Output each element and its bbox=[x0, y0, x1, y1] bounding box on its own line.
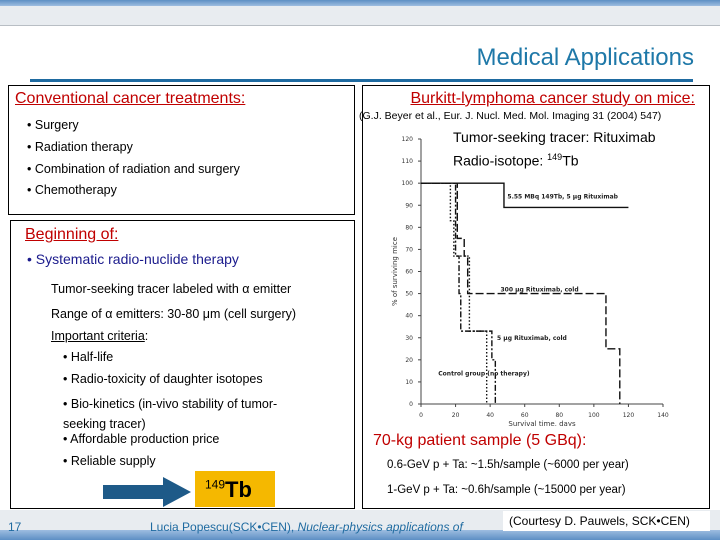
page-number: 17 bbox=[8, 520, 22, 534]
study-box bbox=[359, 85, 710, 509]
y-tick-label: 40 bbox=[405, 312, 413, 320]
y-tick-label: 50 bbox=[405, 290, 413, 298]
beginning-box bbox=[10, 220, 355, 509]
radioisotope-text: Radio-isotope: $^{149}$Tb bbox=[453, 152, 579, 169]
tracer-text: Tumor-seeking tracer: Rituximab bbox=[453, 129, 656, 145]
slide-title: Medical Applications bbox=[476, 44, 694, 71]
survival-chart bbox=[363, 126, 709, 426]
x-tick-label: 60 bbox=[520, 412, 529, 419]
series-label: 5 μg Rituximab, cold bbox=[497, 334, 567, 342]
y-tick-label: 70 bbox=[405, 246, 413, 254]
y-axis-label: % of surviving mice bbox=[391, 236, 399, 307]
range-line: Range of α emitters: 30-80 μm (cell surgery) bbox=[51, 307, 297, 321]
y-tick-label: 100 bbox=[401, 180, 413, 188]
patient-line-1: 0.6-GeV p + Ta: ~1.5h/sample (~6000 per year) bbox=[387, 459, 629, 471]
list-item: • Bio-kinetics (in-vivo stability of tumor-seeking tracer) bbox=[63, 397, 278, 431]
conventional-heading: Conventional cancer treatments: bbox=[15, 90, 246, 107]
list-item: • Affordable production price bbox=[63, 432, 220, 446]
bullet-radionuclide: • Systematic radio-nuclide therapy bbox=[27, 251, 239, 267]
x-tick-label: 100 bbox=[588, 412, 600, 419]
criteria-label: Important criteria: bbox=[51, 329, 149, 343]
x-tick-label: 80 bbox=[555, 412, 564, 419]
patient-heading: 70-kg patient sample (5 GBq): bbox=[373, 432, 587, 449]
patient-line-2: 1-GeV p + Ta: ~0.6h/sample (~15000 per year) bbox=[387, 484, 626, 496]
series-label: Control group (no therapy) bbox=[438, 370, 530, 378]
list-item: • Surgery bbox=[27, 118, 79, 132]
x-tick-label: 140 bbox=[657, 412, 669, 419]
courtesy-note: (Courtesy D. Pauwels, SCK•CEN) bbox=[503, 511, 710, 531]
study-heading: Burkitt-lymphoma cancer study on mice: bbox=[410, 90, 695, 107]
x-axis-label: Survival time, days bbox=[508, 420, 576, 426]
series-label: 300 μg Rituximab, cold bbox=[500, 286, 579, 294]
y-tick-label: 60 bbox=[405, 268, 413, 276]
list-item: • Half-life bbox=[63, 350, 114, 364]
tracer-line: Tumor-seeking tracer labeled with α emitter bbox=[51, 282, 292, 296]
reference: (G.J. Beyer et al., Eur. J. Nucl. Med. Mol. Imaging 31 (2004) 547) bbox=[359, 110, 662, 122]
conventional-box bbox=[8, 85, 355, 215]
y-tick-label: 10 bbox=[405, 378, 413, 386]
list-item: • Chemotherapy bbox=[27, 183, 117, 197]
y-tick-label: 120 bbox=[401, 136, 413, 143]
y-tick-label: 110 bbox=[401, 158, 413, 166]
arrow-right-icon bbox=[103, 477, 199, 507]
y-tick-label: 80 bbox=[405, 224, 413, 232]
isotope-badge: $^{149}$Tb bbox=[195, 471, 275, 507]
x-tick-label: 40 bbox=[486, 412, 494, 419]
beginning-heading: Beginning of: bbox=[25, 226, 119, 243]
y-tick-label: 20 bbox=[405, 356, 413, 364]
title-rule bbox=[30, 79, 693, 82]
list-item: • Radiation therapy bbox=[27, 140, 133, 154]
footer-text: Lucia Popescu(SCK•CEN), Nuclear-physics applications of bbox=[150, 520, 463, 534]
top-band bbox=[0, 6, 720, 26]
x-tick-label: 20 bbox=[451, 412, 460, 419]
x-tick-label: 0 bbox=[419, 412, 423, 419]
list-item: • Combination of radiation and surgery bbox=[27, 162, 240, 176]
series-label: 5.55 MBq 149Tb, 5 μg Rituximab bbox=[507, 193, 618, 201]
list-item: • Radio-toxicity of daughter isotopes bbox=[63, 372, 263, 386]
y-tick-label: 30 bbox=[405, 334, 413, 342]
y-tick-label: 90 bbox=[405, 202, 413, 210]
list-item: • Reliable supply bbox=[63, 454, 156, 468]
x-tick-label: 120 bbox=[622, 412, 635, 419]
y-tick-label: 0 bbox=[409, 401, 413, 408]
